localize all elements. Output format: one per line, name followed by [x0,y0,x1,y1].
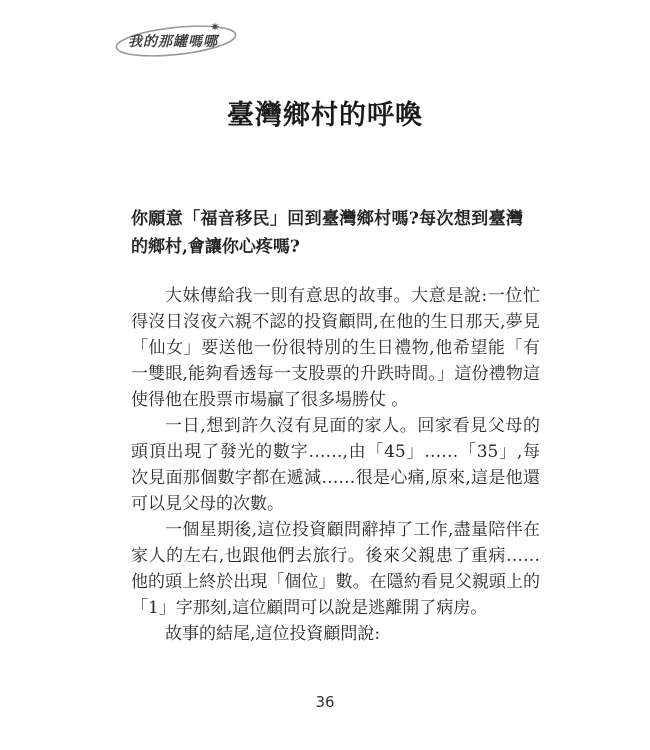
sparkle-icon: ✷ [210,20,221,34]
body-paragraph: 一日,想到許久沒有見面的家人。回家看見父母的頭頂出現了發光的數字……,由「45」……「35」,每次見面那個數字都在遞減……很是心痛,原來,這是他還可以見父母的次數。 [131,416,540,514]
logo-text: 我的那罐嗎哪 [128,34,218,50]
book-logo [113,20,249,62]
text-column [131,205,540,647]
body-paragraph: 一個星期後,這位投資顧問辭掉了工作,盡量陪伴在家人的左右,也跟他們去旅行。後來父親患了重病……他的頭上終於出現「個位」數。在隱約看見父親頭上的「1」字那刻,這位顧問可以說是逃離開了病房。 [131,520,540,618]
body-paragraph: 故事的結尾,這位投資顧問說: [165,624,381,644]
chapter-title: 臺灣鄉村的呼喚 [227,100,423,131]
lead-question: 你願意「福音移民」回到臺灣鄉村嗎?每次想到臺灣的鄉村,會讓你心疼嗎? [131,209,523,257]
body-text [131,283,540,647]
body-paragraph: 大妹傳給我一則有意思的故事。大意是說:一位忙得沒日沒夜六親不認的投資顧問,在他的生日那天,夢見「仙女」要送他一份很特別的生日禮物,他希望能「有一雙眼,能夠看透每一支股票的升跌時間。」這份禮物這使得他在股票市場贏了很多場勝仗 。 [131,286,540,410]
page-number: 36 [315,693,335,711]
